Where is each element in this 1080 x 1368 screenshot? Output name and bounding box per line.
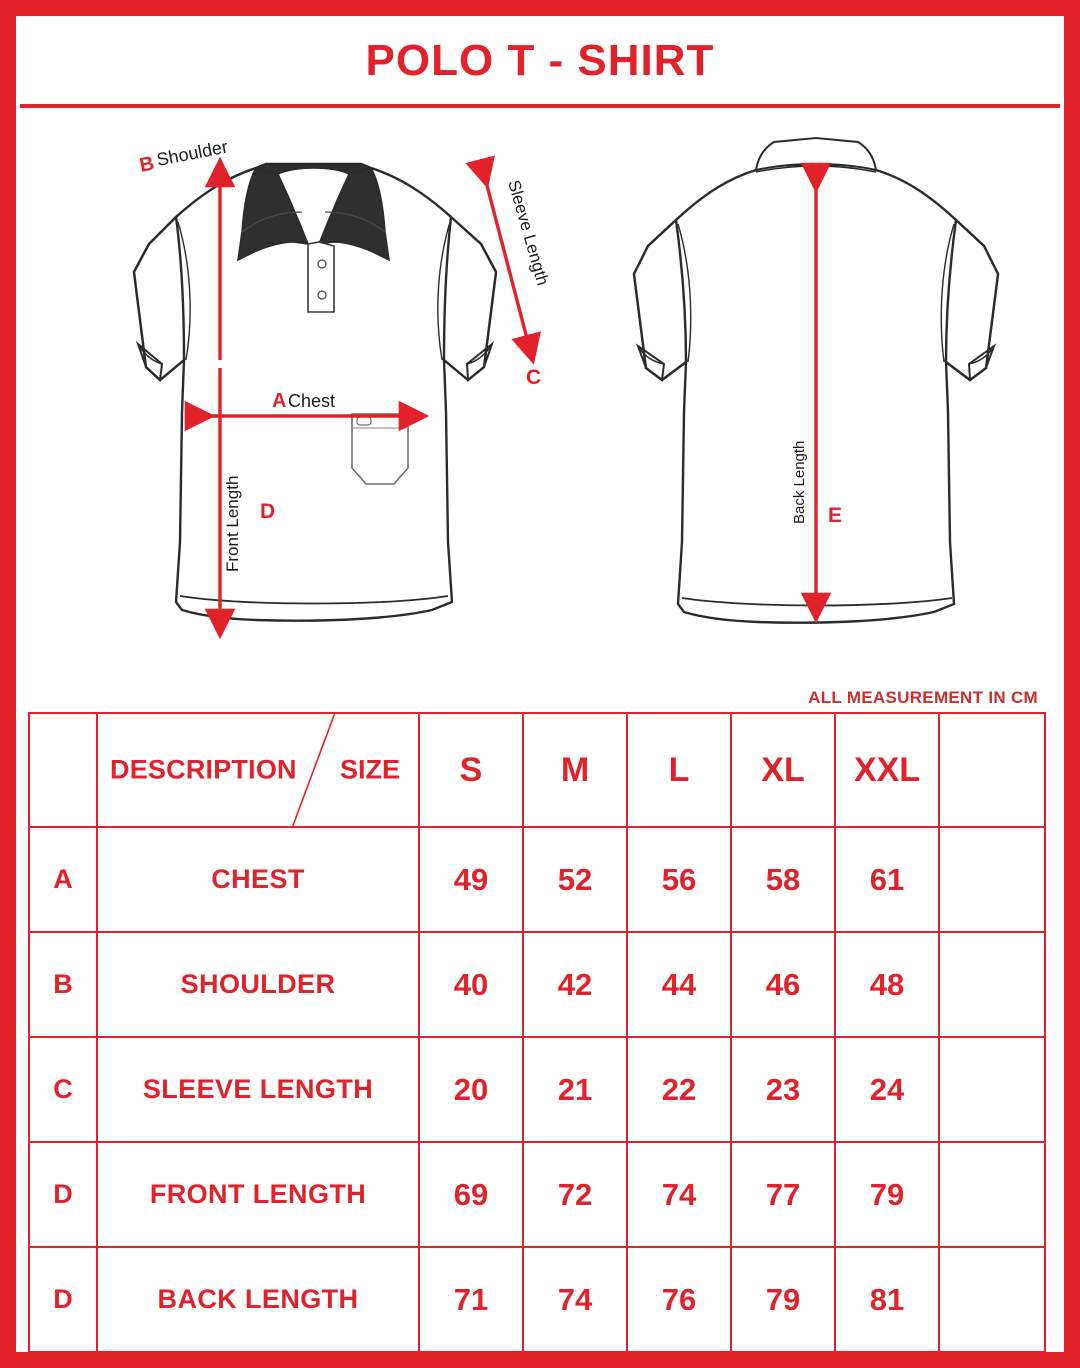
row-value-s: 49 [419, 827, 523, 932]
row-value-xxl: 81 [835, 1247, 939, 1352]
row-value-xxl: 79 [835, 1142, 939, 1247]
table-row [29, 1037, 1045, 1142]
row-value-s: 71 [419, 1247, 523, 1352]
annotation-key-e: E [828, 504, 843, 527]
row-value-l: 76 [627, 1247, 731, 1352]
row-value-xl: 58 [731, 827, 835, 932]
shirt-diagrams-svg [16, 112, 1064, 692]
polo-shirt-back-view [634, 138, 998, 623]
row-description: SLEEVE LENGTH [97, 1037, 419, 1142]
title-bar [20, 18, 1060, 108]
annotation-label-back-length: Back Length [791, 440, 808, 524]
row-blank [939, 1142, 1045, 1247]
header-size-s: S [419, 713, 523, 827]
size-chart-table [28, 712, 1046, 1353]
header-blank-cell [939, 713, 1045, 827]
header-description-size-cell [97, 713, 419, 827]
annotation-key-b: B [137, 152, 157, 177]
measurement-units-note: ALL MEASUREMENT IN CM [808, 688, 1038, 707]
row-blank [939, 1247, 1045, 1352]
row-value-l: 44 [627, 932, 731, 1037]
row-value-s: 40 [419, 932, 523, 1037]
header-size-xxl: XXL [835, 713, 939, 827]
annotation-label-shoulder: Shoulder [154, 136, 230, 170]
chest-pocket [352, 414, 408, 484]
header-description-label: DESCRIPTION [110, 754, 297, 785]
row-key: A [29, 827, 97, 932]
row-value-xxl: 61 [835, 827, 939, 932]
table-row [29, 1142, 1045, 1247]
row-description: SHOULDER [97, 932, 419, 1037]
row-value-m: 74 [523, 1247, 627, 1352]
row-value-l: 22 [627, 1037, 731, 1142]
table-row [29, 827, 1045, 932]
size-table-wrapper [28, 712, 968, 1353]
annotation-key-c: C [526, 366, 542, 389]
row-value-l: 56 [627, 827, 731, 932]
illustration-area [16, 112, 1064, 692]
header-size-label: SIZE [339, 754, 400, 785]
row-value-xl: 23 [731, 1037, 835, 1142]
row-value-xl: 77 [731, 1142, 835, 1247]
header-key-cell [29, 713, 97, 827]
row-value-xxl: 24 [835, 1037, 939, 1142]
row-description: BACK LENGTH [97, 1247, 419, 1352]
annotation-label-chest: Chest [288, 391, 336, 411]
row-value-m: 72 [523, 1142, 627, 1247]
row-value-s: 69 [419, 1142, 523, 1247]
row-blank [939, 827, 1045, 932]
row-value-m: 42 [523, 932, 627, 1037]
annotation-label-sleeve-length: Sleeve Length [504, 177, 553, 288]
row-value-xl: 79 [731, 1247, 835, 1352]
annotation-key-a: A [272, 390, 287, 412]
row-value-m: 52 [523, 827, 627, 932]
row-blank [939, 932, 1045, 1037]
row-value-m: 21 [523, 1037, 627, 1142]
row-value-xxl: 48 [835, 932, 939, 1037]
row-value-s: 20 [419, 1037, 523, 1142]
row-blank [939, 1037, 1045, 1142]
annotation-label-front-length: Front Length [223, 475, 242, 572]
page-title: POLO T - SHIRT [365, 36, 715, 85]
header-size-m: M [523, 713, 627, 827]
row-description: CHEST [97, 827, 419, 932]
row-value-xl: 46 [731, 932, 835, 1037]
row-key: D [29, 1247, 97, 1352]
row-description: FRONT LENGTH [97, 1142, 419, 1247]
row-key: B [29, 932, 97, 1037]
row-key: D [29, 1142, 97, 1247]
header-size-l: L [627, 713, 731, 827]
annotation-key-d: D [260, 500, 276, 523]
row-key: C [29, 1037, 97, 1142]
table-row [29, 1247, 1045, 1352]
table-header-row [29, 713, 1045, 827]
page-inner [16, 16, 1064, 1352]
table-row [29, 932, 1045, 1037]
polo-shirt-front-view [134, 137, 552, 624]
header-size-xl: XL [731, 713, 835, 827]
row-value-l: 74 [627, 1142, 731, 1247]
